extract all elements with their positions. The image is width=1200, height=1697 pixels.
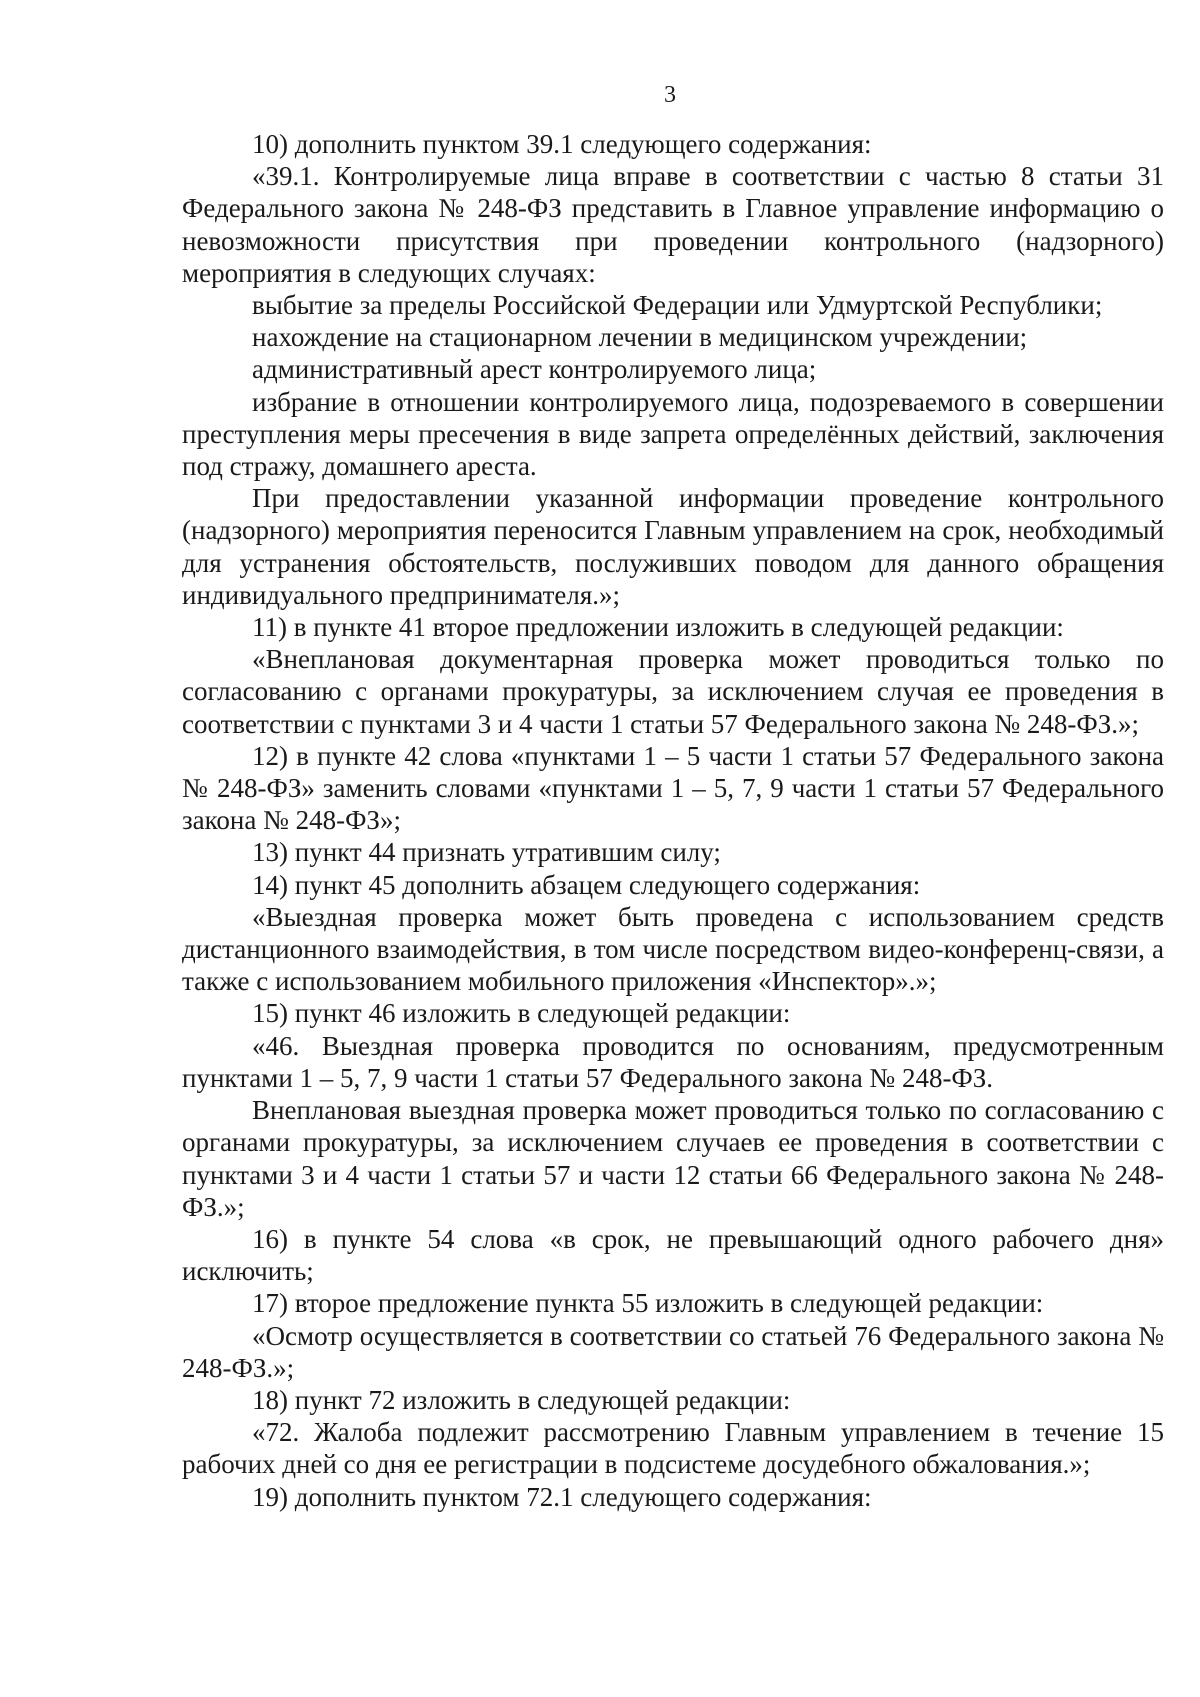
paragraph-item-12: 12) в пункте 42 слова «пунктами 1 – 5 части 1 статьи 57 Федерального закона № 248-ФЗ» заменить словами «пунктами 1 – 5, 7, 9 части 1 статьи 57 Федерального закона № 248-ФЗ»; xyxy=(182,740,1164,836)
paragraph-remote-check: «Выездная проверка может быть проведена с использованием средств дистанционного взаимодействия, в том числе посредством видео-конференц-связи, а также с использованием мобильного приложения «Инспектор».»; xyxy=(182,901,1164,997)
paragraph-item-14: 14) пункт 45 дополнить абзацем следующего содержания: xyxy=(252,869,921,900)
paragraph-item-10: 10) дополнить пунктом 39.1 следующего содержания: xyxy=(252,129,872,159)
paragraph-case-restraint: избрание в отношении контролируемого лица, подозреваемого в совершении преступления меры пресечения в виде запрета определённых действий, заключения под стражу, домашнего ареста. xyxy=(182,386,1164,482)
page-number: 3 xyxy=(664,82,676,108)
paragraph-case-departure: выбытие за пределы Российской Федерации или Удмуртской Республики; xyxy=(252,290,1103,321)
paragraph-unscheduled-check: Внеплановая выездная проверка может проводиться только по согласованию с органами прокуратуры, за исключением случаев ее проведения в соответствии с пунктами 3 и 4 части 1 статьи 57 и части 12 статьи 66 Федерального закона № 248-ФЗ.»; xyxy=(182,1095,1164,1222)
paragraph-item-18: 18) пункт 72 изложить в следующей редакции: xyxy=(252,1384,791,1415)
paragraph-46: «46. Выездная проверка проводится по основаниям, предусмотренным пунктами 1 – 5, 7, 9 части 1 статьи 57 Федерального закона № 248-ФЗ. xyxy=(182,1030,1164,1093)
paragraph-item-11: 11) в пункте 41 второе предложении изложить в следующей редакции: xyxy=(252,612,1064,643)
paragraph-item-17: 17) второе предложение пункта 55 изложить в следующей редакции: xyxy=(252,1288,1044,1319)
paragraph-item-13: 13) пункт 44 признать утратившим силу; xyxy=(252,837,721,868)
paragraph-72: «72. Жалоба подлежит рассмотрению Главным управлением в течение 15 рабочих дней со дня ее регистрации в подсистеме досудебного обжалования.»; xyxy=(182,1417,1164,1480)
paragraph-case-hospital: нахождение на стационарном лечении в медицинском учреждении; xyxy=(252,322,1028,353)
paragraph-case-arrest: административный арест контролируемого лица; xyxy=(252,354,817,385)
paragraph-postponement: При предоставлении указанной информации проведение контрольного (надзорного) мероприятия переносится Главным управлением на срок, необходимый для устранения обстоятельств, послуживших поводом для данного обращения индивидуального предпринимателя.»; xyxy=(182,483,1164,610)
paragraph-inspection: «Осмотр осуществляется в соответствии со статьей 76 Федерального закона № 248-ФЗ.»; xyxy=(182,1320,1164,1383)
paragraph-item-16: 16) в пункте 54 слова «в срок, не превышающий одного рабочего дня» исключить; xyxy=(182,1223,1164,1287)
document-body xyxy=(182,128,1164,1513)
paragraph-item-15: 15) пункт 46 изложить в следующей редакции: xyxy=(252,998,791,1029)
paragraph-documentary-check: «Внеплановая документарная проверка может проводиться только по согласованию с органами прокуратуры, за исключением случая ее проведения в соответствии с пунктами 3 и 4 части 1 статьи 57 Федерального закона № 248-ФЗ.»; xyxy=(182,644,1164,739)
paragraph-39-1: «39.1. Контролируемые лица вправе в соответствии с частью 8 статьи 31 Федерального закона № 248-ФЗ представить в Главное управление информацию о невозможности присутствия при проведении контрольного (надзорного) мероприятия в следующих случаях: xyxy=(182,161,1164,288)
paragraph-item-19: 19) дополнить пунктом 72.1 следующего содержания: xyxy=(252,1481,872,1512)
